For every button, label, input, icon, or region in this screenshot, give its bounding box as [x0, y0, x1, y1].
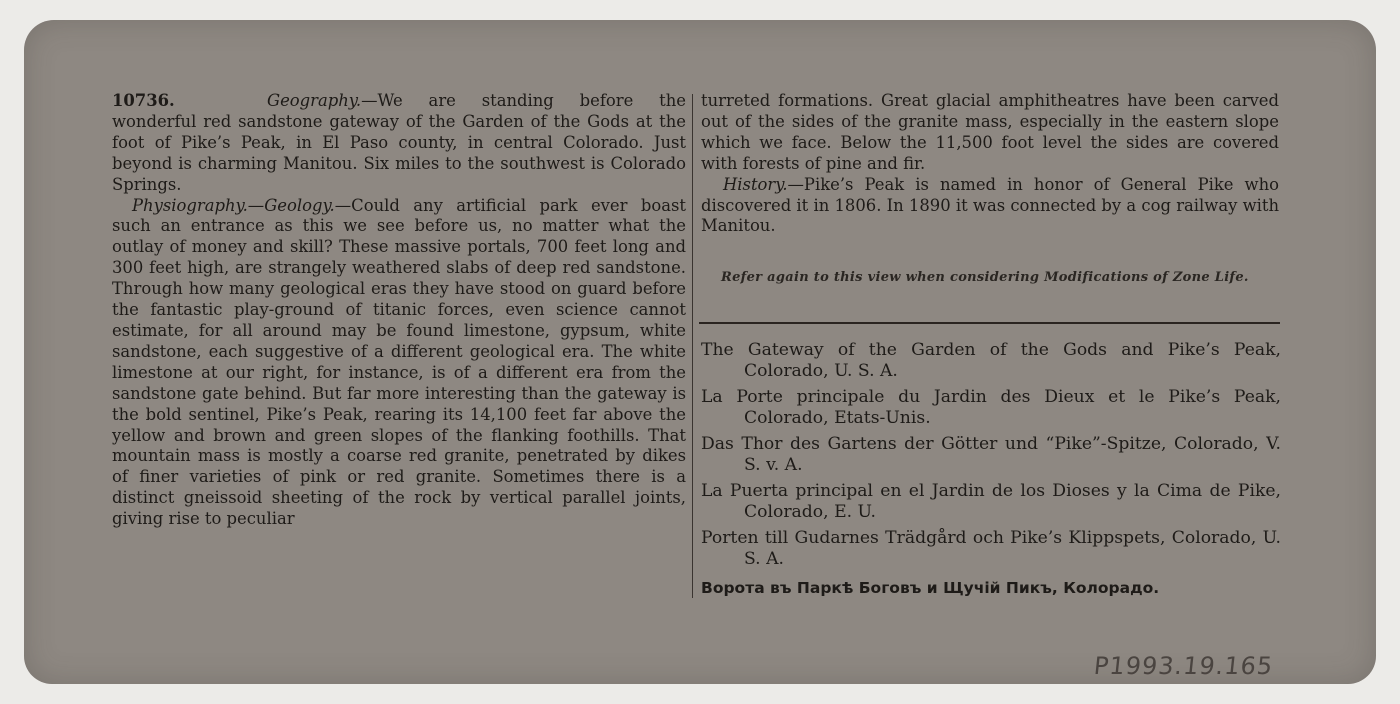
geography-text: —We are standing before the wonderful red sandstone gateway of the Garden of the Gods at the foot of Pike’s Peak, in El Paso county, in central Colorado. Just beyond is charming Manitou. Six miles to the southwest is Colorado Springs. [112, 91, 686, 194]
reference-note [701, 270, 1279, 286]
title-spanish: La Puerta principal en el Jardin de los Dioses y la Cima de Pike, Colorado, E. U. [701, 481, 1281, 522]
column-divider [692, 94, 693, 598]
title-swedish: Porten till Gudarnes Trädgård och Pike’s Klippspets, Colorado, U. S. A. [701, 528, 1281, 569]
horizontal-rule [699, 322, 1280, 324]
physiography-continued: turreted formations. Great glacial amphitheatres have been carved out of the sides of the granite mass, especially in the eastern slope which we face. Below the 11,500 foot level the sides are covered with forests of pine and fir. [701, 91, 1279, 173]
title-french: La Porte principale du Jardin des Dieux et le Pike’s Peak, Colorado, Etats-Unis. [701, 387, 1281, 428]
physiography-heading: Physiography.—Geology. [132, 195, 335, 215]
physiography-text: —Could any artificial park ever boast such an entrance as this we see before us, no matter what the outlay of money and skill? These massive portals, 700 feet long and 300 feet high, are strangely weathered slabs of deep red sandstone. Through how many geological eras they have stood on guard before the fantastic play-ground of titanic forces, even science cannot estimate, for all around may be found limestone, gypsum, white sandstone, each suggestive of a different geological era. The white limestone at our right, for instance, is of a different era from the sandstone gate behind. But far more interesting than the gateway is the bold sentinel, Pike’s Peak, rearing its 14,100 feet far above the yellow and brown and green slopes of the flanking foothills. That mountain mass is mostly a coarse red granite, penetrated by dikes of finer varieties of pink or red granite. Sometimes there is a distinct gneissoid sheeting of the rock by vertical parallel joints, giving rise to peculiar [112, 195, 686, 529]
title-russian: Ворота въ Паркѣ Боговъ и Щучiй Пикъ, Колорадо. [701, 579, 1160, 597]
left-column [112, 91, 686, 530]
reference-note-text: Refer again to this view when considering Modifications of Zone Life. [721, 270, 1249, 285]
history-paragraph [701, 175, 1279, 238]
physiography-paragraph [112, 196, 686, 531]
geography-heading: Geography. [267, 91, 362, 110]
multilingual-titles [701, 340, 1281, 604]
right-column [701, 91, 1279, 237]
title-english: The Gateway of the Garden of the Gods and Pike’s Peak, Colorado, U. S. A. [701, 340, 1281, 381]
geography-paragraph [112, 91, 686, 196]
title-german: Das Thor des Gartens der Götter und “Pike”-Spitze, Colorado, V. S. v. A. [701, 434, 1281, 475]
history-text: —Pike’s Peak is named in honor of General Pike who discovered it in 1806. In 1890 it was connected by a cog railway with Manitou. [701, 174, 1279, 236]
view-number: 10736. [112, 91, 175, 110]
history-heading: History. [723, 174, 788, 194]
accession-number: P1993.19.165 [1092, 652, 1275, 680]
